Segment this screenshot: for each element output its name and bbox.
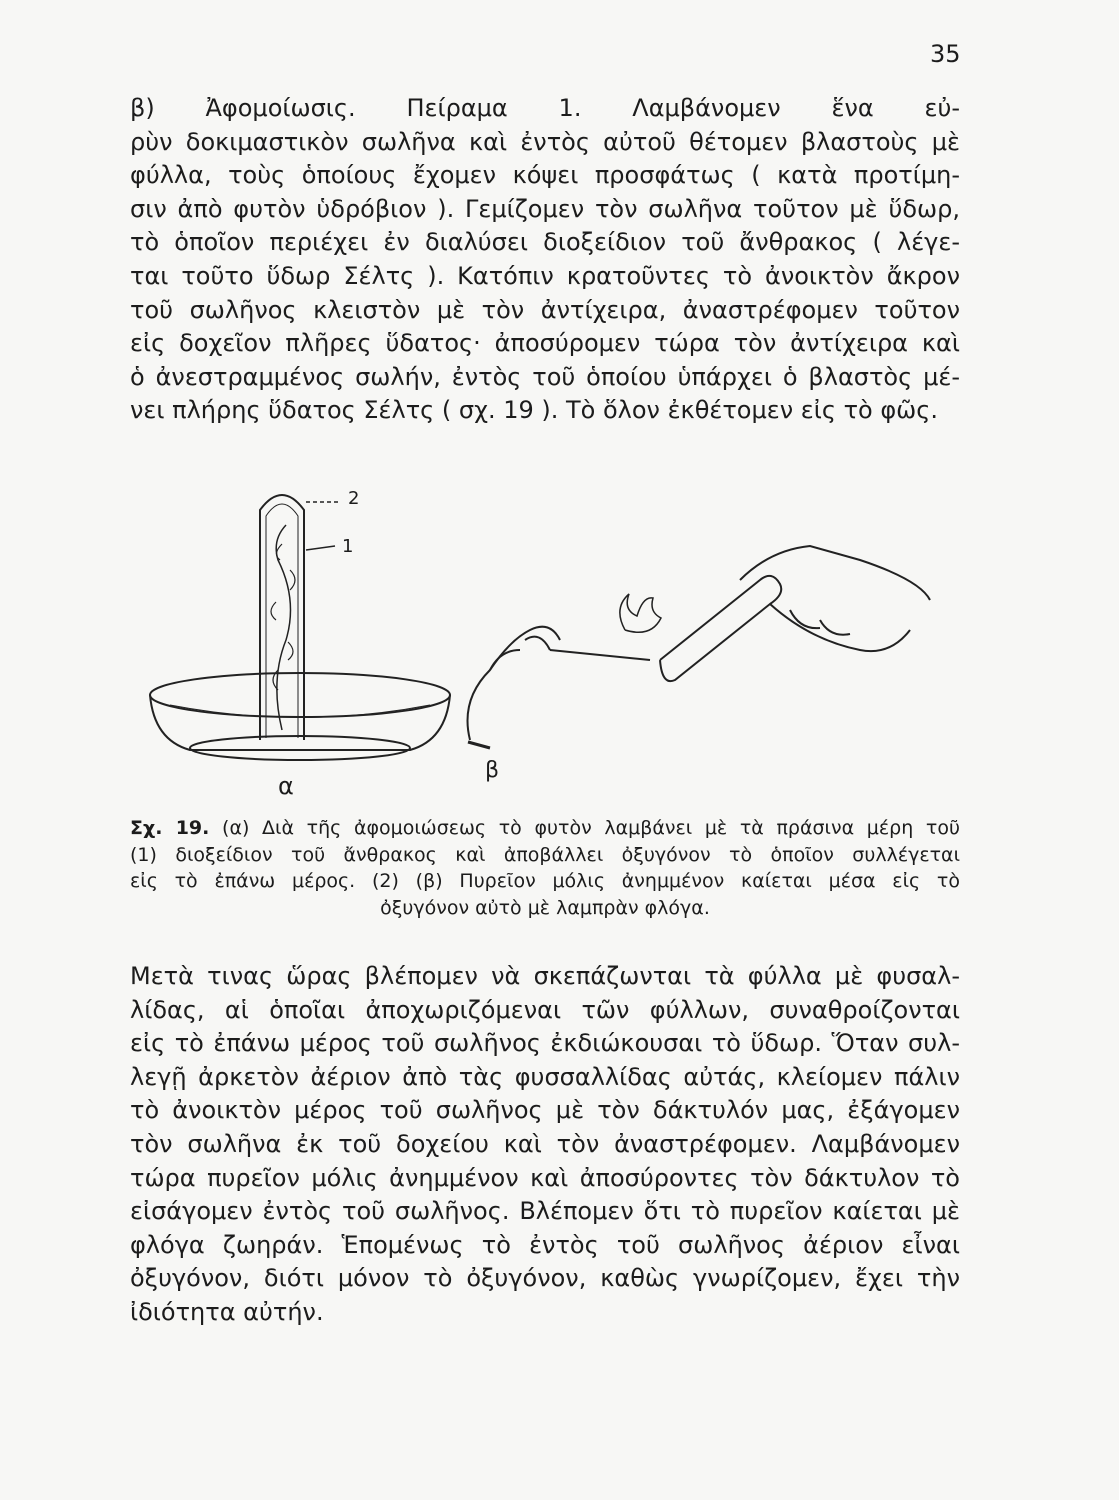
text-line: ται τοῦτο ὕδωρ Σέλτς ). Κατόπιν κρατοῦντες τὸ ἀνοικτὸν ἄκρον: [130, 261, 960, 290]
text-line: τοῦ σωλῆνος κλειστὸν μὲ τὸν ἀντίχειρα, ἀναστρέφομεν τοῦτον: [130, 295, 960, 324]
figure-label-b: β: [485, 758, 500, 783]
figure-label-a: α: [278, 772, 294, 800]
text-line: ὁ ἀνεστραμμένος σωλήν, ἐντὸς τοῦ ὁποίου ὑπάρχει ὁ βλαστὸς μέ-: [130, 362, 960, 391]
caption-line: εἰς τὸ ἐπάνω μέρος. (2) (β) Πυρεῖον μόλις ἀνημμένον καίεται μέσα εἰς τὸ: [130, 870, 960, 892]
leader-line-1: [306, 546, 335, 550]
text-line: σιν ἀπὸ φυτὸν ὑδρόβιον ). Γεμίζομεν τὸν σωλῆνα τοῦτον μὲ ὕδωρ,: [130, 194, 960, 223]
inverted-test-tube-drawing: [260, 495, 304, 740]
text-line: νει πλήρης ὕδατος Σέλτς ( σχ. 19 ). Τὸ ὅλον ἐκθέτομεν εἰς τὸ φῶς.: [130, 396, 938, 425]
paragraph-observation: [130, 960, 960, 1330]
text-line: ὀξυγόνον, διότι μόνον τὸ ὀξυγόνον, καθὼς γνωρίζομεν, ἔχει τὴν: [130, 1264, 960, 1293]
text-line: τὸ ἀνοικτὸν μέρος τοῦ σωλῆνος μὲ τὸν δάκτυλόν μας, ἐξάγομεν: [130, 1096, 960, 1125]
text-line: εἰς τὸ ἐπάνω μέρος τοῦ σωλῆνος ἐκδιώκουσαι τὸ ὕδωρ. Ὅταν συλ-: [130, 1029, 960, 1058]
figure-label-2: 2: [348, 488, 360, 509]
water-basin-drawing: [150, 673, 450, 760]
text-line: λίδας, αἱ ὁποῖαι ἀποχωριζόμεναι τῶν φύλλων, συναθροίζονται: [130, 995, 960, 1024]
hand-with-match-drawing: [468, 627, 651, 748]
paragraph-experiment: [130, 92, 960, 428]
caption-line: ὀξυγόνον αὐτὸ μὲ λαμπρὰν φλόγα.: [380, 896, 710, 919]
figure-caption: [130, 815, 960, 921]
figure-illustration: [130, 480, 960, 815]
caption-line: Σχ. 19. (α) Διὰ τῆς ἀφομοιώσεως τὸ φυτὸν λαμβάνει μὲ τὰ πράσινα μέρη τοῦ: [130, 817, 960, 839]
text-line: ἰδιότητα αὐτήν.: [130, 1297, 324, 1326]
text-line: φύλλα, τοὺς ὁποίους ἔχομεν κόψει προσφάτως ( κατὰ προτίμη-: [130, 161, 960, 190]
caption-figure-label: Σχ. 19.: [130, 817, 210, 839]
page-number: 35: [930, 40, 961, 68]
text-line: τὸν σωλῆνα ἐκ τοῦ δοχείου καὶ τὸν ἀναστρέφομεν. Λαμβάνομεν: [130, 1129, 960, 1158]
text-line: τώρα πυρεῖον μόλις ἀνημμένον καὶ ἀποσύροντες τὸν δάκτυλον τὸ: [130, 1163, 960, 1192]
hand-with-tube-drawing: [660, 546, 930, 681]
text-line: φλόγα ζωηράν. Ἑπομένως τὸ ἐντὸς τοῦ σωλῆνος ἀέριον εἶναι: [130, 1230, 960, 1259]
flame-drawing: [620, 594, 661, 632]
text-line: εἰσάγομεν ἐντὸς τοῦ σωλῆνος. Βλέπομεν ὅτι τὸ πυρεῖον καίεται μὲ: [130, 1197, 960, 1226]
figure-label-1: 1: [342, 536, 354, 557]
text-line: β) Ἀφομοίωσις. Πείραμα 1. Λαμβάνομεν ἕνα εὐ-: [130, 94, 960, 122]
figure-19: [130, 480, 960, 815]
text-line: Μετὰ τινας ὥρας βλέπομεν νὰ σκεπάζωνται τὰ φύλλα μὲ φυσαλ-: [130, 962, 960, 990]
text-line: ρὺν δοκιμαστικὸν σωλῆνα καὶ ἐντὸς αὐτοῦ θέτομεν βλαστοὺς μὲ: [130, 127, 960, 156]
text-line: τὸ ὁποῖον περιέχει ἐν διαλύσει διοξείδιον τοῦ ἄνθρακος ( λέγε-: [130, 228, 960, 257]
text-line: εἰς δοχεῖον πλῆρες ὕδατος· ἀποσύρομεν τώρα τὸν ἀντίχειρα καὶ: [130, 329, 960, 358]
caption-line: (1) διοξείδιον τοῦ ἄνθρακος καὶ ἀποβάλλει ὀξυγόνον τὸ ὁποῖον συλλέγεται: [130, 843, 960, 866]
text-line: λεγῇ ἀρκετὸν ἀέριον ἀπὸ τὰς φυσσαλλίδας αὐτάς, κλείομεν πάλιν: [130, 1062, 960, 1091]
